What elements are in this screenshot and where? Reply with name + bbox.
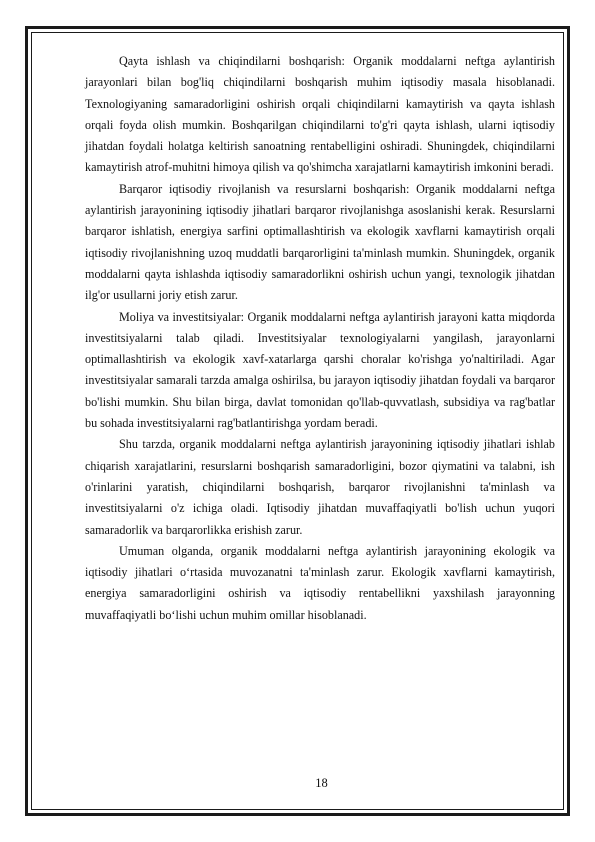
paragraph-waste-management: Qayta ishlash va chiqindilarni boshqarish: Organik moddalarni neftga aylantirish jarayonlari bilan bog'liq chiqindilarni boshqarish muhim iqtisodiy masala hisoblanadi. Texnologiyaning samaradorligini oshirish orqali chiqindilarni kamaytirish va qayta ishlash orqali foyda olish mumkin. Boshqarilgan chiqindilarni to'g'ri qayta ishlash, ularni iqtisodiy jihatdan foydali holatga keltirish sanoatning rentabelligini oshiradi. Shuningdek, chiqindilarni kamaytirish atrof-muhitni himoya qilish va qo'shimcha xarajatlarni kamaytirish imkonini beradi. — [85, 54, 555, 175]
paragraph-finance-investment: Moliya va investitsiyalar: Organik moddalarni neftga aylantirish jarayoni katta miqdorda investitsiyalarni talab qiladi. Investitsiyalar texnologiyalarni yangilash, jarayonlarni optimallashtirish va ekologik xavf-xatarlarga qarshi choralar ko'rishga yo'naltiriladi. Agar investitsiyalar samarali tarzda amalga oshirilsa, bu jarayon iqtisodiy jihatdan foydali va barqaror bo'lishi mumkin. Shu bilan birga, davlat tomonidan qo'llab-quvvatlash, subsidiya va rag'batlar bu sohada investitsiyalarni rag'batlantirishga yordam beradi. — [85, 309, 555, 431]
document-body — [85, 51, 555, 626]
page-number: 18 — [315, 776, 328, 790]
paragraph-conclusion: Umuman olganda, organik moddalarni neftga aylantirish jarayonining ekologik va iqtisodiy jihatlari o‘rtasida muvozanatni ta'minlash zarur. Ekologik xavflarni kamaytirish, energiya samaradorligini oshirish va iqtisodiy rentabellikni yaxshilash jarayonning muvaffaqiyatli bo‘lishi uchun muhim omillar hisoblanadi. — [85, 543, 555, 622]
paragraph-sustainable-development: Barqaror iqtisodiy rivojlanish va resurslarni boshqarish: Organik moddalarni neftga aylantirish jarayonining iqtisodiy jihatlari barqaror rivojlanishga asoslanishi kerak. Resurslarni barqaror ishlatish, energiya sarfini optimallashtirish va ekologik xavflarni kamaytirish orqali iqtisodiy rivojlanishning uzoq muddatli barqarorligini ta'minlash mumkin. Shuningdek, organik moddalarni qayta ishlashda iqtisodiy samaradorlikni oshirish uchun yangi, texnologik jihatdan ilg'or usullarni joriy etish zarur. — [85, 181, 555, 303]
paragraph-summary: Shu tarzda, organik moddalarni neftga aylantirish jarayonining iqtisodiy jihatlari ishlab chiqarish xarajatlarini, resurslarni boshqarish samaradorligini, bozor qiymatini va talabni, ish o'rinlarini yaratish, chiqindilarni boshqarish, barqaror rivojlanishni ta'minlash va investitsiyalarni o'z ichiga oladi. Iqtisodiy jihatdan muvaffaqiyatli bo'lish uchun yuqori samaradorlik va barqarorlikka erishish zarur. — [85, 437, 555, 537]
